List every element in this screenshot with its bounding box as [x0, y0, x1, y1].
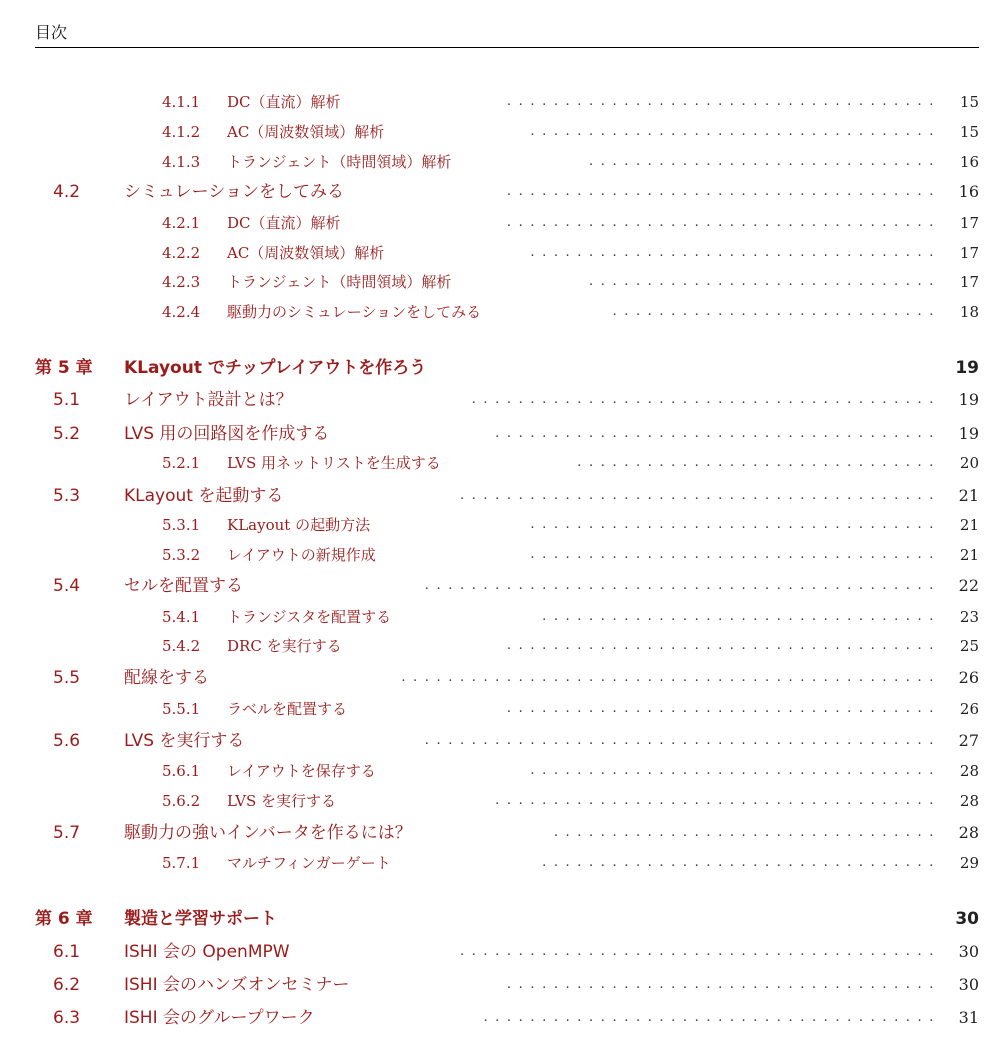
toc-leader-dots: ..............................	[589, 154, 941, 169]
toc-leader-dots: ..................................	[542, 609, 941, 624]
toc-entry-page: 17	[959, 244, 979, 262]
toc-entry[interactable]	[0, 180, 999, 204]
toc-entry-page: 18	[959, 303, 979, 321]
toc-entry-page: 29	[959, 854, 979, 872]
toc-entry[interactable]	[0, 150, 999, 174]
toc-entry-title: AC（周波数領域）解析	[227, 123, 385, 141]
toc-entry[interactable]	[0, 973, 999, 997]
toc-entry-page: 15	[959, 93, 979, 111]
toc-entry-page: 17	[959, 273, 979, 291]
toc-entry-title: AC（周波数領域）解析	[227, 244, 385, 262]
toc-entry[interactable]	[0, 120, 999, 144]
toc-entry[interactable]	[0, 821, 999, 845]
page-title: 目次	[35, 23, 68, 42]
toc-leader-dots: ...................................	[530, 763, 941, 778]
toc-entry-page: 16	[958, 182, 979, 201]
toc-entry-title: 製造と学習サポート	[124, 909, 277, 929]
toc-entry-number: 5.2.1	[162, 454, 201, 472]
toc-entry-number: 5.4.2	[162, 637, 201, 655]
toc-entry[interactable]	[0, 356, 999, 380]
toc-leader-dots: .....................................	[506, 701, 941, 716]
toc-entry-title: DRC を実行する	[227, 637, 342, 655]
toc-leader-dots: .......................................	[483, 1010, 941, 1025]
toc-entry-page: 27	[958, 731, 979, 750]
toc-entry[interactable]	[0, 90, 999, 114]
toc-entry-number: 4.2.1	[162, 214, 201, 232]
toc-entry-title: ISHI 会のグループワーク	[124, 1008, 315, 1028]
toc-entry-page: 28	[959, 792, 979, 810]
toc-entry-number: 5.3	[53, 486, 81, 506]
toc-entry-title: レイアウト設計とは？	[124, 390, 293, 410]
toc-entry-page: 19	[958, 390, 979, 409]
toc-leader-dots: ......................................	[495, 793, 941, 808]
toc-entry-number: 5.3.2	[162, 546, 201, 564]
toc-leader-dots: ...................................	[530, 124, 941, 139]
toc-entry-page: 19	[958, 424, 979, 443]
toc-entry-number: 6.3	[53, 1008, 81, 1028]
toc-leader-dots: .........................................	[459, 488, 941, 503]
toc-entry-number: 6.2	[53, 975, 81, 995]
toc-entry-title: トランジェント（時間領域）解析	[227, 153, 452, 171]
toc-leader-dots: ...................................	[530, 245, 941, 260]
toc-entry-title: シミュレーションをしてみる	[124, 182, 344, 202]
toc-entry-number: 4.2.4	[162, 303, 201, 321]
toc-entry-title: KLayout でチップレイアウトを作ろう	[124, 358, 427, 378]
toc-entry[interactable]	[0, 451, 999, 475]
toc-entry-number: 4.2.3	[162, 273, 201, 291]
toc-entry-page: 16	[959, 153, 979, 171]
toc-entry-title: レイアウトの新規作成	[227, 546, 376, 564]
toc-leader-dots: ..................................	[542, 855, 941, 870]
toc-entry-title: KLayout を起動する	[124, 486, 284, 506]
toc-leader-dots: ............................................	[424, 733, 941, 748]
toc-entry-title: 駆動力のシミュレーションをしてみる	[227, 303, 482, 321]
toc-entry-title: DC（直流）解析	[227, 214, 341, 232]
toc-entry-title: LVS を実行する	[227, 792, 337, 810]
toc-entry[interactable]	[0, 574, 999, 598]
toc-entry-page: 23	[959, 608, 979, 626]
toc-entry-number: 4.2.2	[162, 244, 201, 262]
toc-entry-page: 21	[959, 516, 979, 534]
toc-leader-dots: .....................................	[506, 184, 941, 199]
toc-leader-dots: .....................................	[506, 94, 941, 109]
toc-entry-page: 21	[959, 546, 979, 564]
toc-leader-dots: ..............................	[589, 274, 941, 289]
toc-entry[interactable]	[0, 388, 999, 412]
toc-leader-dots: .....................................	[506, 977, 941, 992]
toc-entry[interactable]	[0, 1006, 999, 1030]
toc-entry[interactable]	[0, 422, 999, 446]
toc-entry-page: 21	[958, 486, 979, 505]
toc-entry-page: 30	[958, 975, 979, 994]
toc-entry[interactable]	[0, 543, 999, 567]
toc-leader-dots: .................................	[553, 825, 941, 840]
toc-entry[interactable]	[0, 666, 999, 690]
toc-leader-dots: ...................................	[530, 547, 941, 562]
toc-entry[interactable]	[0, 851, 999, 875]
toc-entry-number: 6.1	[53, 942, 81, 962]
toc-entry[interactable]	[0, 211, 999, 235]
toc-entry-title: セルを配置する	[124, 576, 243, 596]
toc-entry-title: ISHI 会の OpenMPW	[124, 942, 290, 962]
toc-entry-number: 5.7	[53, 823, 81, 843]
toc-entry-title: マルチフィンガーゲート	[227, 854, 391, 872]
toc-entry-page: 31	[958, 1008, 979, 1027]
toc-entry-title: LVS を実行する	[124, 731, 245, 751]
toc-entry-title: 駆動力の強いインバータを作るには？	[124, 823, 412, 843]
toc-entry-number: 5.1	[53, 390, 81, 410]
toc-entry[interactable]	[0, 605, 999, 629]
toc-entry[interactable]	[0, 484, 999, 508]
toc-entry[interactable]	[0, 697, 999, 721]
toc-entry[interactable]	[0, 940, 999, 964]
toc-entry-number: 第 5 章	[35, 358, 93, 378]
toc-leader-dots: .........................................	[459, 944, 941, 959]
toc-entry-title: レイアウトを保存する	[227, 762, 376, 780]
toc-entry-number: 5.2	[53, 424, 81, 444]
toc-entry-title: ISHI 会のハンズオンセミナー	[124, 975, 350, 995]
toc-entry-number: 5.6.2	[162, 792, 201, 810]
toc-entry-page: 28	[959, 762, 979, 780]
toc-leader-dots: ............................	[612, 304, 941, 319]
toc-entry-page: 19	[955, 358, 979, 378]
toc-entry-number: 4.1.2	[162, 123, 201, 141]
toc-entry-page: 22	[958, 576, 979, 595]
toc-leader-dots: ......................................	[495, 426, 941, 441]
toc-entry-number: 4.2	[53, 182, 81, 202]
toc-entry[interactable]	[0, 907, 999, 931]
toc-entry-number: 5.3.1	[162, 516, 201, 534]
toc-entry[interactable]	[0, 789, 999, 813]
toc-entry-number: 4.1.3	[162, 153, 201, 171]
toc-entry-title: 配線をする	[124, 668, 209, 688]
toc-entry-number: 5.7.1	[162, 854, 201, 872]
toc-leader-dots: ...................................	[530, 517, 941, 532]
toc-entry-number: 5.6.1	[162, 762, 201, 780]
toc-entry[interactable]	[0, 241, 999, 265]
toc-entry-page: 30	[958, 942, 979, 961]
toc-entry-title: トランジスタを配置する	[227, 608, 392, 626]
toc-entry-number: 5.6	[53, 731, 81, 751]
toc-entry-page: 25	[959, 637, 979, 655]
toc-entry[interactable]	[0, 513, 999, 537]
toc-leader-dots: ............................................	[424, 578, 941, 593]
toc-entry-number: 5.4.1	[162, 608, 201, 626]
toc-entry-page: 28	[958, 823, 979, 842]
toc-entry-page: 17	[959, 214, 979, 232]
toc-leader-dots: .....................................	[506, 215, 941, 230]
toc-leader-dots: ........................................	[471, 392, 941, 407]
toc-entry[interactable]	[0, 300, 999, 324]
toc-entry-page: 26	[958, 668, 979, 687]
toc-entry-number: 5.5.1	[162, 700, 201, 718]
toc-entry-page: 20	[959, 454, 979, 472]
toc-entry-title: トランジェント（時間領域）解析	[227, 273, 452, 291]
toc-entry-page: 30	[955, 909, 979, 929]
toc-leader-dots: ..............................................	[401, 670, 941, 685]
toc-entry-number: 第 6 章	[35, 909, 93, 929]
toc-entry[interactable]	[0, 270, 999, 294]
toc-entry[interactable]	[0, 634, 999, 658]
toc-leader-dots: ...............................	[577, 455, 941, 470]
toc-leader-dots: .....................................	[506, 638, 941, 653]
toc-entry-title: DC（直流）解析	[227, 93, 341, 111]
toc-entry-title: LVS 用の回路図を作成する	[124, 424, 330, 444]
toc-entry-page: 26	[959, 700, 979, 718]
toc-entry-page: 15	[959, 123, 979, 141]
toc-entry-title: ラベルを配置する	[227, 700, 348, 718]
toc-entry[interactable]	[0, 729, 999, 753]
toc-entry-title: KLayout の起動方法	[227, 516, 371, 534]
toc-entry-title: LVS 用ネットリストを生成する	[227, 454, 441, 472]
toc-entry-number: 4.1.1	[162, 93, 201, 111]
toc-entry-number: 5.4	[53, 576, 81, 596]
toc-entry-number: 5.5	[53, 668, 81, 688]
toc-entry[interactable]	[0, 759, 999, 783]
